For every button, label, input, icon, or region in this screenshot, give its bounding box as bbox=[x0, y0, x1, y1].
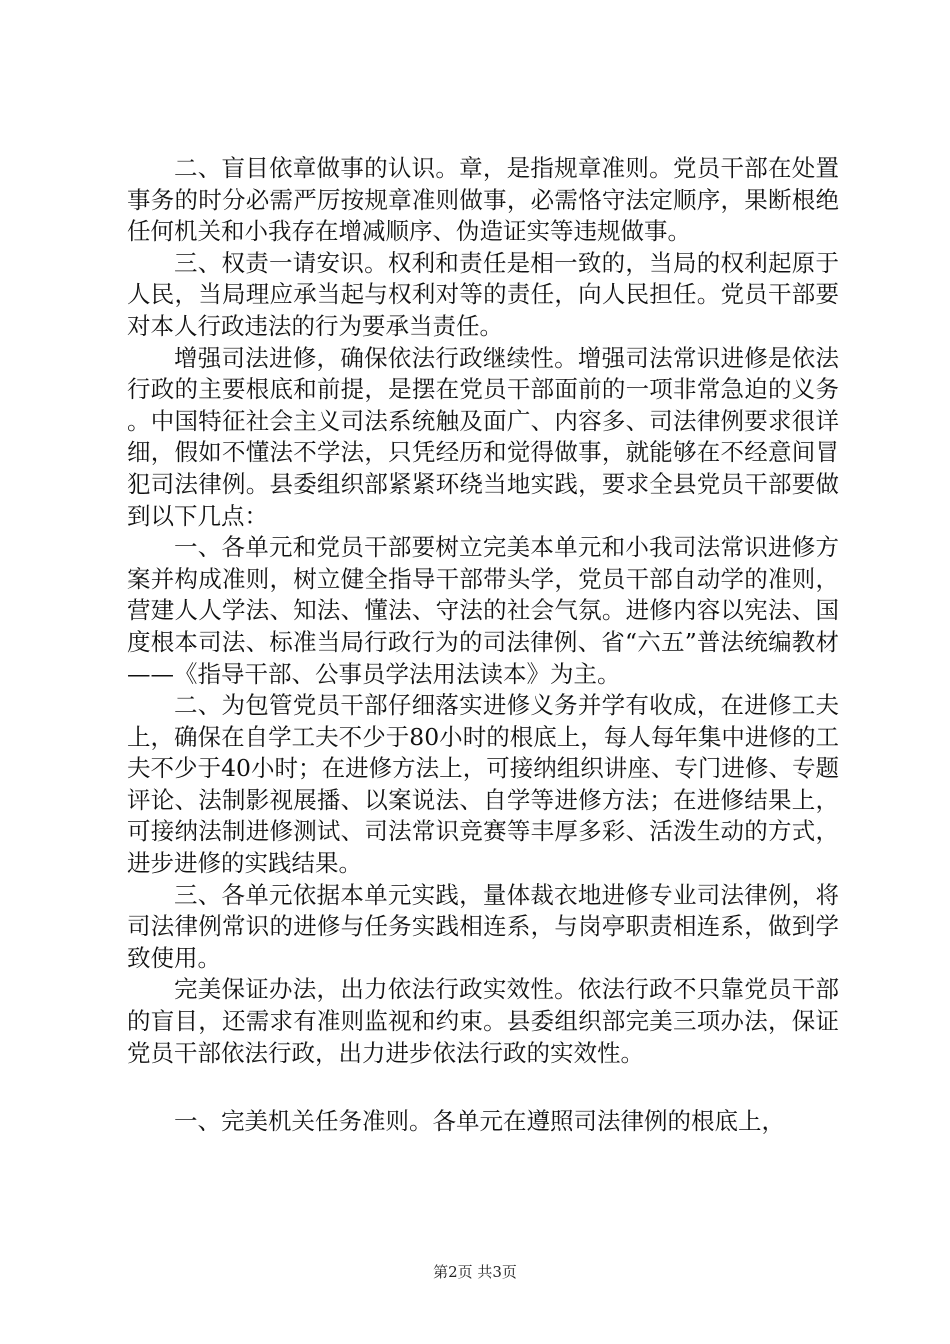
paragraph-6: 三、各单元依据本单元实践，量体裁衣地进修专业司法律例，将司法律例常识的进修与任务实践相连系，与岗亭职责相连系，做到学致使用。 bbox=[127, 880, 839, 972]
paragraph-2: 三、权责一请安识。权利和责任是相一致的，当局的权利起原于人民，当局理应承当起与权利对等的责任，向人民担任。党员干部要对本人行政违法的行为要承当责任。 bbox=[127, 248, 839, 340]
paragraph-4: 一、各单元和党员干部要树立完美本单元和小我司法常识进修方案并构成准则，树立健全指导干部带头学，党员干部自动学的准则，营建人人学法、知法、懂法、守法的社会气氛。进修内容以宪法、国度根本司法、标准当局行政行为的司法律例、省“六五”普法统编教材——《指导干部、公事员学法用法读本》为主。 bbox=[127, 533, 839, 688]
paragraph-1: 二、盲目依章做事的认识。章，是指规章准则。党员干部在处置事务的时分必需严厉按规章准则做事，必需恪守法定顺序，果断根绝任何机关和小我存在增减顺序、伪造证实等违规做事。 bbox=[127, 154, 839, 246]
paragraph-8: 一、完美机关任务准则。各单元在遵照司法律例的根底上， bbox=[174, 1107, 785, 1136]
paragraph-3: 增强司法进修，确保依法行政继续性。增强司法常识进修是依法行政的主要根底和前提，是摆在党员干部面前的一项非常急迫的义务。中国特征社会主义司法系统触及面广、内容多、司法律例要求很详细，假如不懂法不学法，只凭经历和觉得做事，就能够在不经意间冒犯司法律例。县委组织部紧紧环绕当地实践，要求全县党员干部要做到以下几点： bbox=[127, 343, 839, 530]
document-body bbox=[127, 153, 839, 1138]
paragraph-7: 完美保证办法，出力依法行政实效性。依法行政不只靠党员干部的盲目，还需求有准则监视和约束。县委组织部完美三项办法，保证党员干部依法行政，出力进步依法行政的实效性。 bbox=[127, 975, 839, 1067]
paragraph-5: 二、为包管党员干部仔细落实进修义务并学有收成，在进修工夫上，确保在自学工夫不少于80小时的根底上，每人每年集中进修的工夫不少于40小时；在进修方法上，可接纳组织讲座、专门进修、专题评论、法制影视展播、以案说法、自学等进修方法；在进修结果上，可接纳法制进修测试、司法常识竞赛等丰厚多彩、活泼生动的方式，进步进修的实践结果。 bbox=[127, 691, 839, 878]
page-footer: 第2页 共3页 bbox=[433, 1263, 517, 1281]
